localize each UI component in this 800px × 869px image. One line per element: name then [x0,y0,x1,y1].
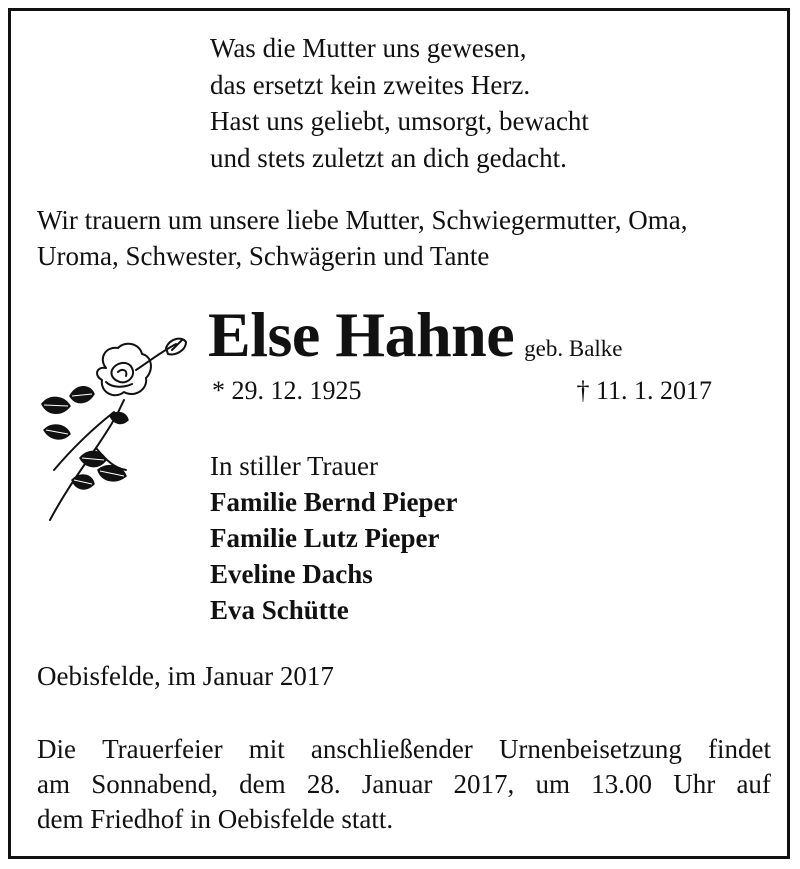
poem-line: das ersetzt kein zweites Herz. [210,69,531,100]
word: findet [708,734,771,764]
word: 13.00 [591,769,652,799]
intro-text [37,202,767,274]
deceased-name-row [208,300,623,370]
mourner-name: Familie Bernd Pieper [210,487,458,517]
word: Januar [361,769,433,799]
birth-date: * 29. 12. 1925 [212,376,362,405]
intro-line: Uroma, Schwester, Schwägerin und Tante [37,241,490,271]
rose-icon [36,330,196,525]
birth-name: geb. Balke [524,336,623,361]
mourners-heading: In stiller Trauer [210,451,378,481]
word: Trauerfeier [102,734,223,764]
mourner-name: Eveline Dachs [210,559,373,589]
funeral-notice [37,732,771,837]
funeral-line [37,767,771,802]
intro-line: Wir trauern um unsere liebe Mutter, Schwiegermutter, Oma, [37,205,688,235]
poem-verse [210,30,589,176]
word: dem [239,769,286,799]
word: am [37,769,70,799]
word: Urnenbeisetzung [498,734,682,764]
mourner-name: Familie Lutz Pieper [210,523,440,553]
word: auf [736,769,771,799]
place-and-date: Oebisfelde, im Januar 2017 [37,661,334,691]
poem-line: und stets zuletzt an dich gedacht. [210,142,567,173]
death-date: † 11. 1. 2017 [576,376,712,405]
funeral-line [37,732,771,767]
funeral-line: dem Friedhof in Oebisfelde statt. [37,804,394,834]
word: Uhr [673,769,716,799]
mourner-name: Eva Schütte [210,595,349,625]
word: anschließender [310,734,473,764]
poem-line: Hast uns geliebt, umsorgt, bewacht [210,106,589,136]
word: 2017, [453,769,515,799]
deceased-name: Else Hahne [208,299,515,370]
word: Sonnabend, [91,769,218,799]
mourners-list [210,448,457,628]
word: Die [37,734,76,764]
word: mit [248,734,285,764]
word: 28. [306,769,341,799]
word: um [535,769,571,799]
poem-line: Was die Mutter uns gewesen, [210,33,527,63]
